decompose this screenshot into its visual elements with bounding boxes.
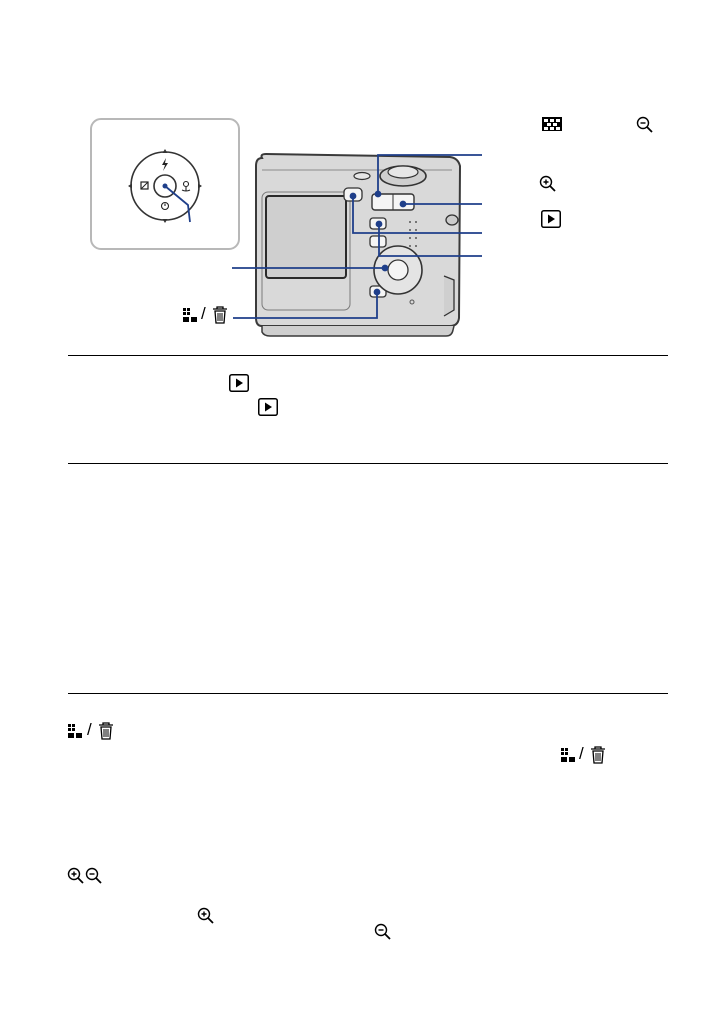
index-icon [542,117,562,131]
separator-slash: / [579,744,584,763]
zoom-in-icon [539,175,557,193]
index-icon [183,308,197,322]
index-icon [561,748,575,762]
camera-illustration [0,0,726,350]
section-divider [68,355,668,356]
playback-icon [258,398,278,416]
zoom-out-icon [374,923,392,941]
zoom-out-icon [636,116,654,134]
playback-icon [229,374,249,392]
zoom-out-icon [85,867,103,885]
trash-icon [98,722,114,740]
section-divider [68,693,668,694]
trash-icon [212,306,228,324]
separator-slash: / [87,720,92,739]
trash-icon [590,746,606,764]
zoom-in-icon [67,867,85,885]
menu-button [370,236,386,247]
index-icon [68,724,82,738]
playback-icon [541,210,561,228]
zoom-in-icon [197,907,215,925]
camera-body [256,154,460,336]
separator-slash: / [201,304,206,323]
lcd-screen [266,196,346,278]
section-divider [68,463,668,464]
